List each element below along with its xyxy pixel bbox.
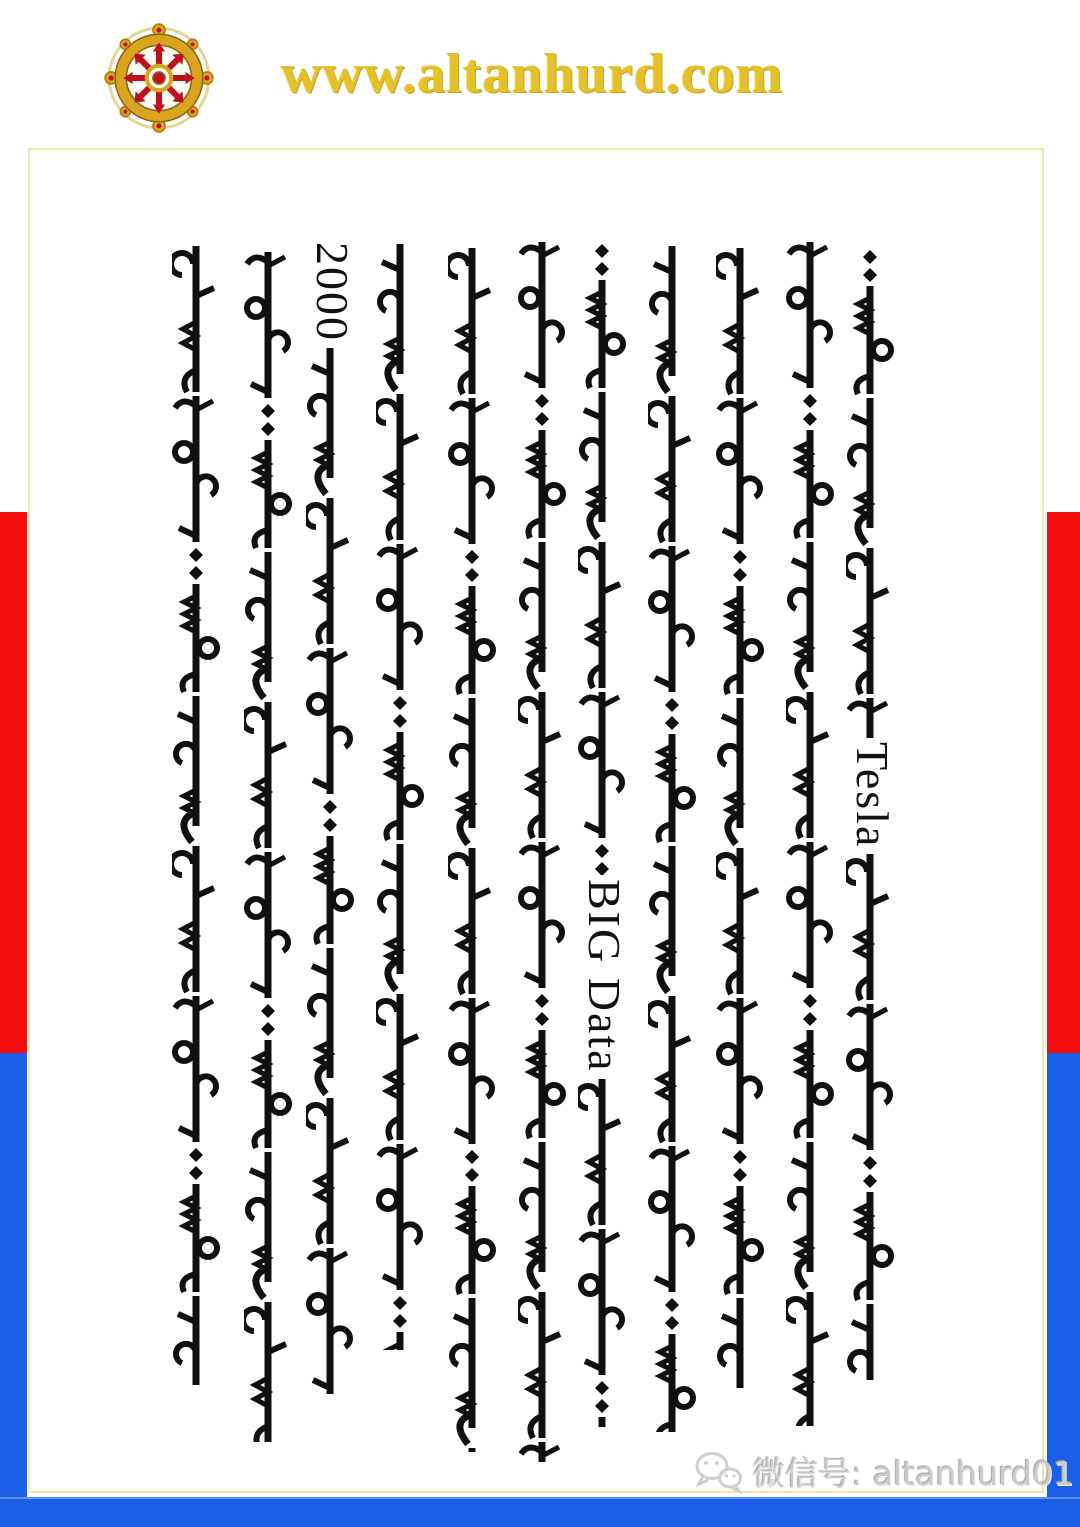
site-url: www.altanhurd.com bbox=[281, 43, 784, 105]
left-blue-bar bbox=[0, 1053, 27, 1527]
left-red-bar bbox=[0, 512, 27, 1053]
mongolian-script-run bbox=[244, 250, 296, 1442]
mongolian-text-column bbox=[306, 238, 358, 1396]
mongolian-script-run bbox=[578, 240, 630, 875]
mongolian-script-run bbox=[172, 244, 224, 1385]
mongolian-text-column bbox=[786, 240, 838, 1426]
mongolian-script-run bbox=[846, 246, 898, 738]
wechat-icon bbox=[692, 1449, 744, 1495]
watermark-label: 微信号: altanhurd01 bbox=[752, 1454, 1074, 1493]
right-red-bar bbox=[1047, 512, 1080, 1053]
mongolian-script-run bbox=[448, 246, 500, 1452]
mongolian-text-column bbox=[716, 246, 768, 1388]
mongolian-text-column bbox=[578, 240, 630, 1427]
mongolian-script-run bbox=[578, 1077, 630, 1427]
latin-fragment: BIG Data bbox=[579, 879, 630, 1073]
mongolian-script-run bbox=[518, 240, 570, 1462]
mongolian-text-column bbox=[448, 246, 500, 1452]
latin-fragment: 2000 bbox=[307, 242, 358, 342]
mongolian-text-column bbox=[846, 246, 898, 1380]
mongolian-text-column bbox=[376, 242, 428, 1350]
mongolian-script-run bbox=[786, 240, 838, 1426]
latin-fragment: Tesla bbox=[847, 742, 898, 849]
mongolian-text-column bbox=[518, 240, 570, 1462]
mongolian-script-run bbox=[846, 852, 898, 1380]
mongolian-text-column bbox=[244, 250, 296, 1442]
mongolian-script-run bbox=[648, 244, 700, 1432]
mongolian-text-column bbox=[172, 244, 224, 1385]
bottom-blue-bar bbox=[0, 1497, 1080, 1527]
mongolian-script-run bbox=[376, 242, 428, 1350]
watermark bbox=[692, 1448, 1074, 1495]
mongolian-script-run bbox=[306, 346, 358, 1396]
mongolian-text-column bbox=[648, 244, 700, 1432]
mongolian-script-run bbox=[716, 246, 768, 1388]
